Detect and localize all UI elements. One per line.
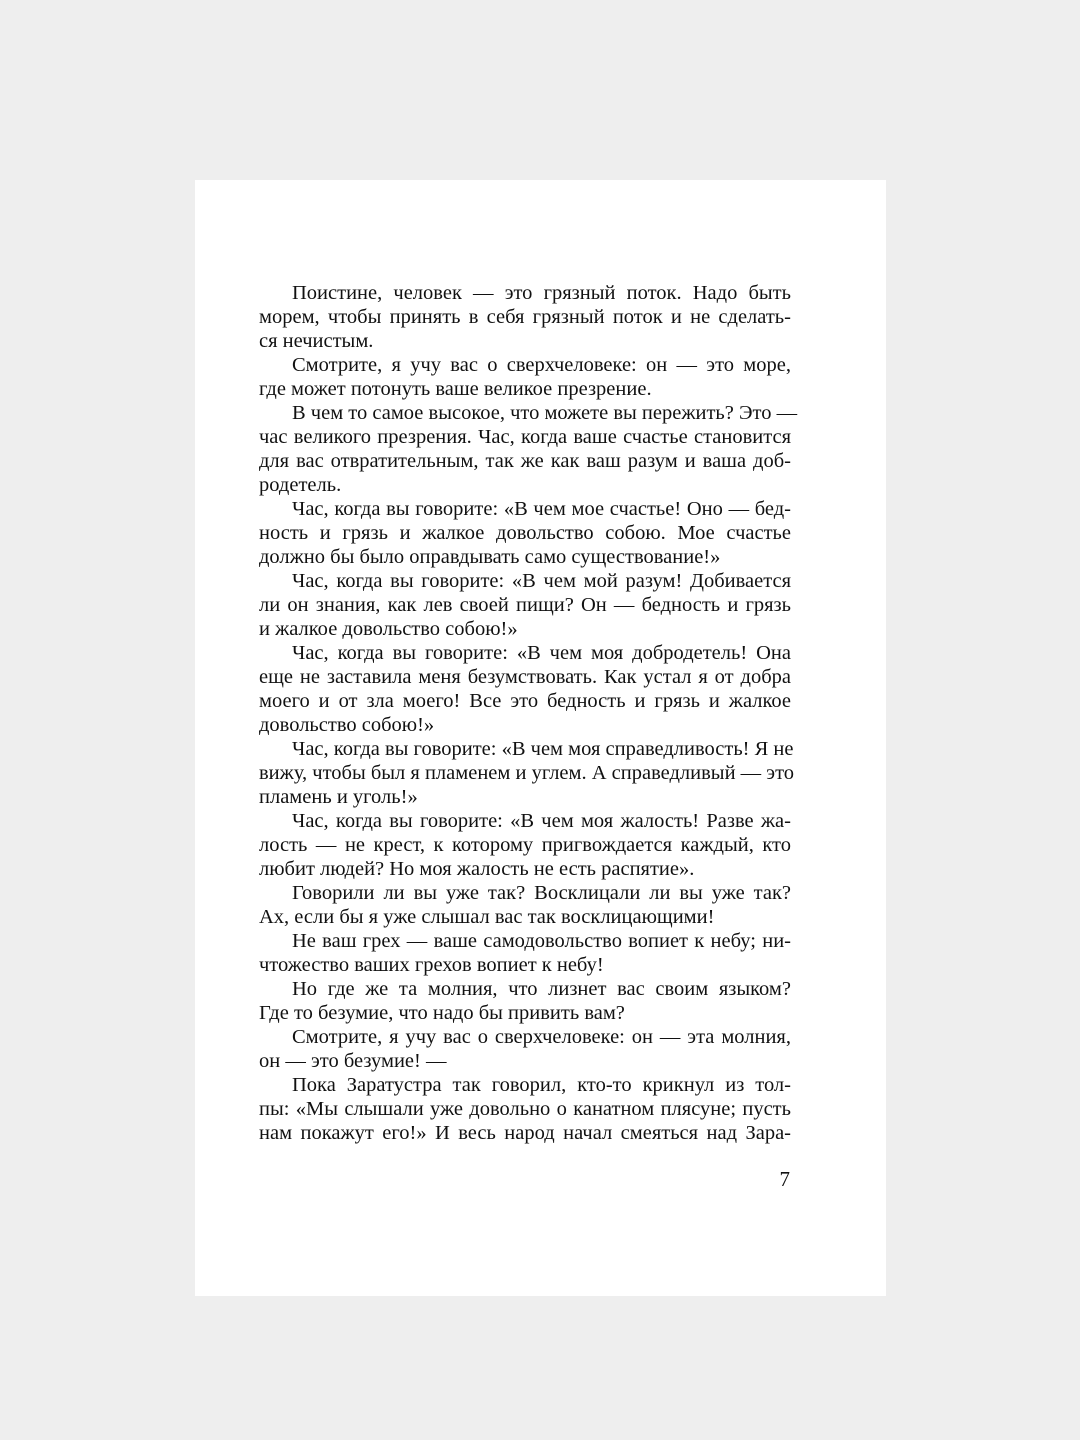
text-line: Поистине, человек — это грязный поток. Надо быть [292,282,791,304]
text-line: морем, чтобы принять в себя грязный поток и не сделать- [259,306,791,328]
text-line: Не ваш грех — ваше самодовольство вопиет к небу; ни- [292,930,791,952]
paragraph [259,281,791,353]
text-line: Смотрите, я учу вас о сверхчеловеке: он — эта молния, [292,1026,791,1048]
text-line: Час, когда вы говорите: «В чем моя справедливость! Я не [292,738,794,760]
text-line: час великого презрения. Час, когда ваше счастье становится [259,426,791,448]
text-line: Час, когда вы говорите: «В чем мой разум! Добивается [292,570,791,592]
text-line: вижу, чтобы был я пламенем и углем. А справедливый — это [259,762,795,784]
text-line: еще не заставила меня безумствовать. Как устал я от добра [259,666,791,688]
paragraph [259,497,791,569]
paragraph [259,569,791,641]
paragraph [259,401,798,497]
text-line: Но где же та молния, что лизнет вас своим языком? [292,978,791,1000]
text-line: он — это безумие! — [259,1050,447,1072]
text-line: и жалкое довольство собою!» [259,618,518,640]
paragraph [259,737,795,809]
paragraph [259,929,791,977]
paragraph [259,881,791,929]
paragraph [259,809,791,881]
text-line: В чем то самое высокое, что можете вы пережить? Это — [292,402,798,424]
text-line: пы: «Мы слышали уже довольно о канатном плясуне; пусть [259,1098,791,1120]
text-line: ность и грязь и жалкое довольство собою. Мое счастье [259,522,791,544]
text-line: довольство собою!» [259,714,435,736]
text-line: Где то безумие, что надо бы привить вам? [259,1002,625,1024]
text-line: для вас отвратительным, так же как ваш разум и ваша доб- [259,450,791,472]
text-line: ли он знания, как лев своей пищи? Он — бедность и грязь [259,594,791,616]
text-line: родетель. [259,474,342,496]
paragraph [259,977,791,1025]
text-line: любит людей? Но моя жалость не есть распятие». [259,858,695,880]
text-line: должно бы было оправдывать само существование!» [259,546,721,568]
page-number: 7 [779,1167,790,1191]
body-text [259,281,798,1145]
text-line: Час, когда вы говорите: «В чем мое счастье! Оно — бед- [292,498,791,520]
text-line: моего и от зла моего! Все это бедность и грязь и жалкое [259,690,791,712]
text-line: где может потонуть ваше великое презрение. [259,378,652,400]
text-line: Час, когда вы говорите: «В чем моя добродетель! Она [292,642,791,664]
text-line: лость — не крест, к которому пригвождается каждый, кто [259,834,791,856]
paragraph [259,1073,791,1145]
text-line: Час, когда вы говорите: «В чем моя жалость! Разве жа- [292,810,791,832]
text-line: Смотрите, я учу вас о сверхчеловеке: он — это море, [292,354,791,376]
text-line: ся нечистым. [259,330,374,352]
text-line: Ах, если бы я уже слышал вас так восклицающими! [259,906,715,928]
text-line: Пока Заратустра так говорил, кто-то крикнул из тол- [292,1074,791,1096]
text-line: нам покажут его!» И весь народ начал смеяться над Зара- [259,1122,791,1144]
paragraph [259,641,791,737]
paragraph [259,1025,791,1073]
text-line: пламень и уголь!» [259,786,418,808]
text-line: Говорили ли вы уже так? Восклицали ли вы уже так? [292,882,791,904]
paragraph [259,353,791,401]
text-line: чтожество ваших грехов вопиет к небу! [259,954,604,976]
book-page [195,180,886,1296]
